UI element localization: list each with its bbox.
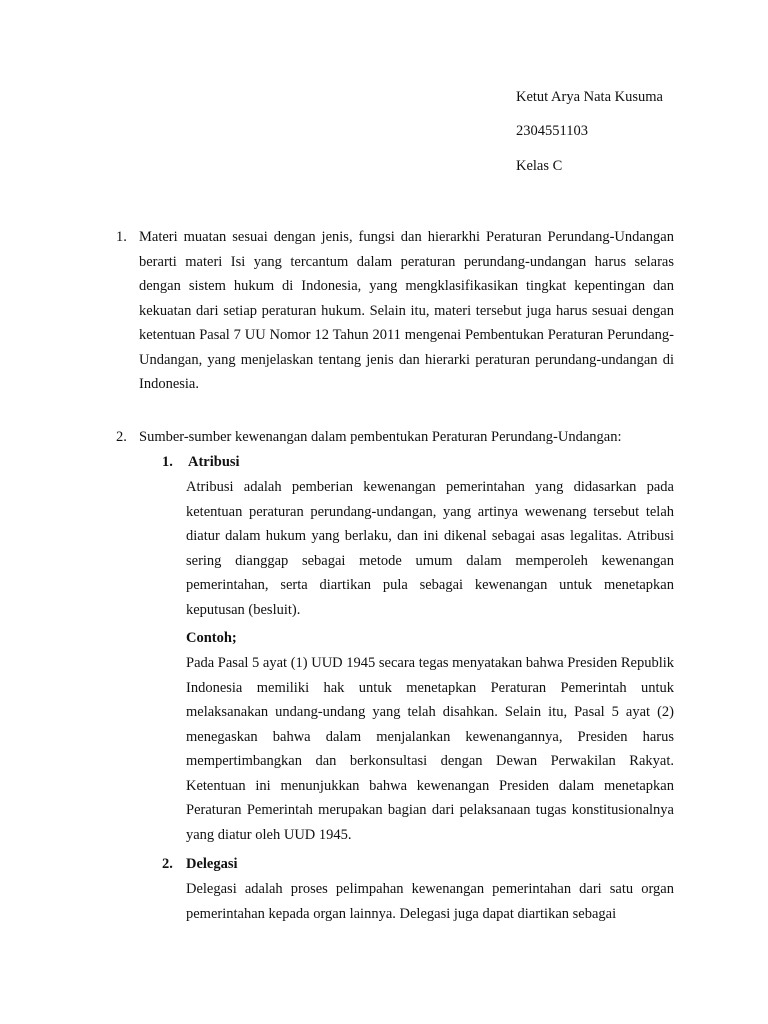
item-1-paragraph: Materi muatan sesuai dengan jenis, fungsi dan hierarkhi Peraturan Perundang-Undangan berarti materi Isi yang tercantum dalam peraturan perundang-undangan harus selaras dengan sistem hukum di Indonesia, yang mengklasifikasikan tingkat kepentingan dan kekuatan dari setiap peraturan hukum. Selain itu, materi tersebut juga harus sesuai dengan ketentuan Pasal 7 UU Nomor 12 Tahun 2011 mengenai Pembentukan Peraturan Perundang-Undangan, yang menjelaskan tentang jenis dan hierarki peraturan perundang-undangan di Indonesia. bbox=[139, 229, 674, 392]
class-label: Kelas C bbox=[516, 158, 563, 174]
sub-2-title: Delegasi bbox=[186, 856, 238, 872]
item-2-number: 2. bbox=[116, 429, 127, 445]
item-1-number: 1. bbox=[116, 229, 127, 245]
author-name: Ketut Arya Nata Kusuma bbox=[516, 89, 663, 105]
example-paragraph: Pada Pasal 5 ayat (1) UUD 1945 secara tegas menyatakan bahwa Presiden Republik Indonesia memiliki hak untuk menetapkan Peraturan Pemerintah untuk melaksanakan undang-undang yang telah disahkan. Selain itu, Pasal 5 ayat (2) menegaskan bahwa dalam menjalankan kewenangannya, Presiden harus mempertimbangkan dan berkonsultasi dengan Dewan Perwakilan Rakyat. Ketentuan ini menunjukkan bahwa kewenangan Presiden dalam menetapkan Peraturan Pemerintah merupakan bagian dari pelaksanaan tugas konstitusionalnya yang diatur oleh UUD 1945. bbox=[186, 655, 675, 843]
sub-2-number: 2. bbox=[162, 856, 173, 872]
sub-1-paragraph: Atribusi adalah pemberian kewenangan pemerintahan yang didasarkan pada ketentuan peraturan perundang-undangan, yang artinya wewenang tersebut telah diatur dalam hukum yang berlaku, dan ini dikenal sebagai asas legalitas. Atribusi sering dianggap sebagai metode umum dalam memperoleh kewenangan pemerintahan, serta diartikan pula sebagai kewenangan untuk menetapkan keputusan (besluit). bbox=[186, 479, 674, 618]
item-2-heading: Sumber-sumber kewenangan dalam pembentukan Peraturan Perundang-Undangan: bbox=[139, 429, 622, 445]
sub-1-number: 1. bbox=[162, 454, 173, 470]
sub-1-title: Atribusi bbox=[188, 454, 240, 470]
sub-2-paragraph: Delegasi adalah proses pelimpahan kewenangan pemerintahan dari satu organ pemerintahan kepada organ lainnya. Delegasi juga dapat diartikan sebagai bbox=[186, 881, 674, 922]
example-label: Contoh; bbox=[186, 630, 237, 646]
student-id: 2304551103 bbox=[516, 123, 588, 139]
